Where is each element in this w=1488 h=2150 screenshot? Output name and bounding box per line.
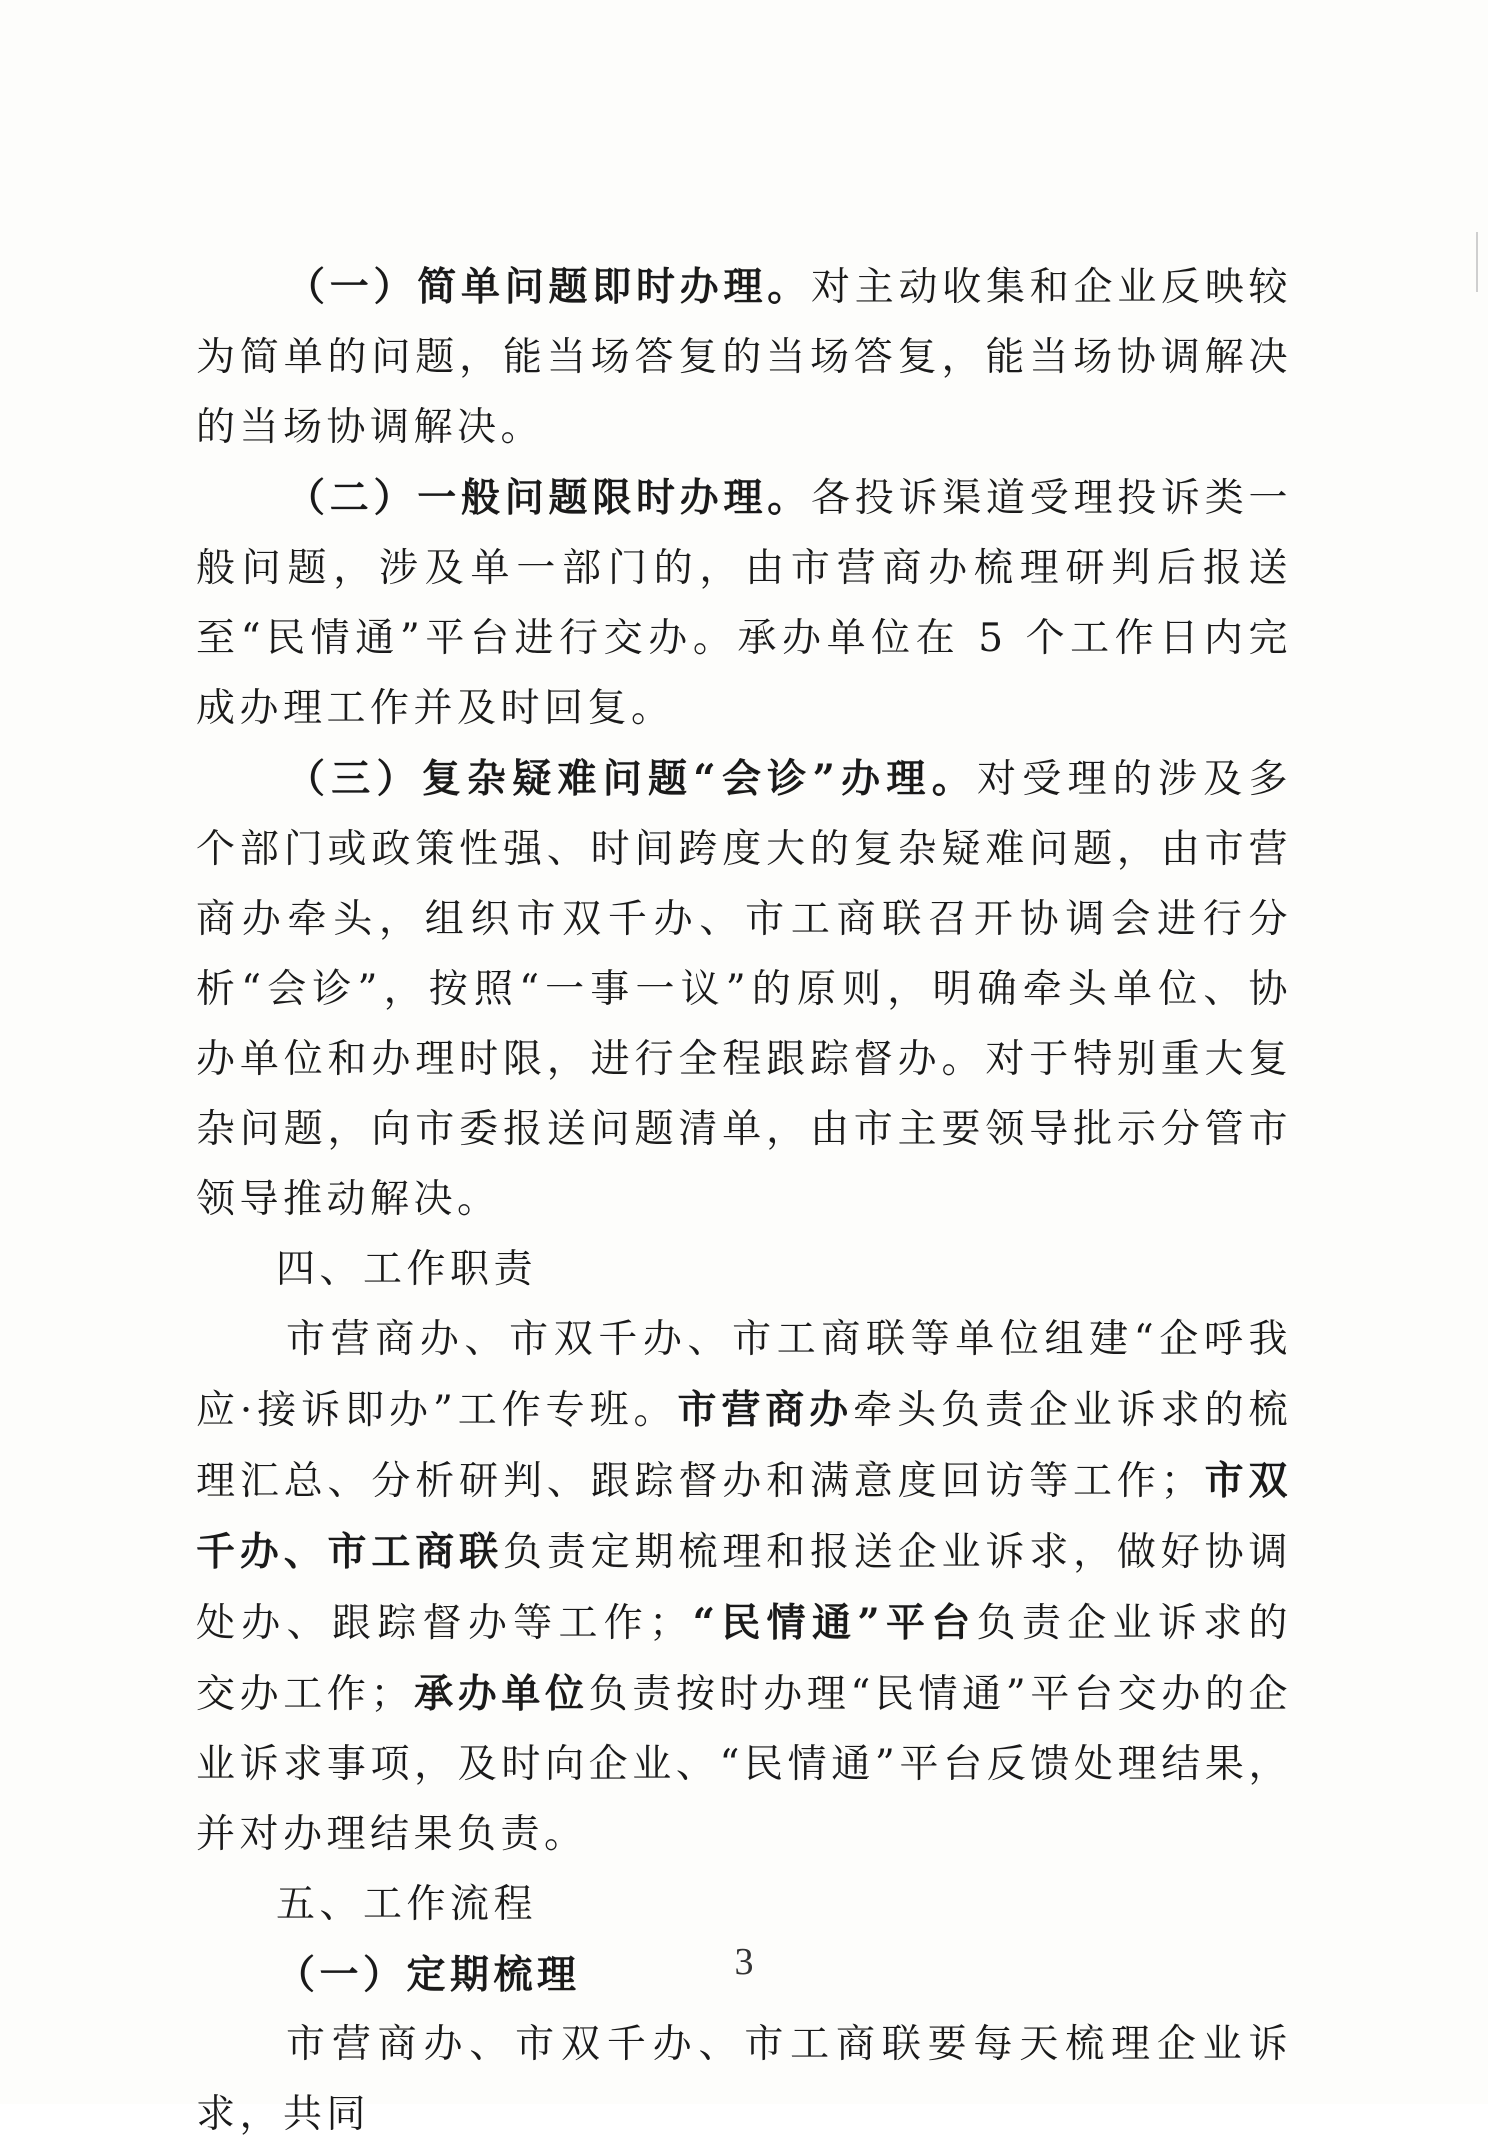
page-number: 3 bbox=[734, 1941, 754, 1983]
paragraph-lead: （二）一般问题限时办理。 bbox=[286, 475, 811, 521]
section-heading-workflow: 五、工作流程 bbox=[276, 1882, 538, 1927]
duties-bold: 市营商办 bbox=[677, 1387, 854, 1433]
paragraph-text: 对主动收集和企业反映较为简单的问题，能当场答复的当场答复，能当场协调解决的当场协调解决。 bbox=[196, 265, 1292, 450]
scan-edge-mark bbox=[1476, 232, 1478, 292]
duties-text: 市营商办、市双千办、市工商联等单位组建“企呼我应·接诉即办”工作专班。 bbox=[196, 1317, 1292, 1433]
duties-bold: 承办单位 bbox=[414, 1671, 589, 1717]
document-body bbox=[196, 252, 1292, 2150]
duties-text: 负责按时办理“民情通”平台交办的企业诉求事项，及时向企业、“民情通”平台反馈处理结果，并对办理结果负责。 bbox=[196, 1672, 1292, 1857]
paragraph-duties bbox=[196, 1305, 1292, 1870]
section-heading-duties: 四、工作职责 bbox=[276, 1247, 538, 1292]
paragraph-regular-review: 市营商办、市双千办、市工商联要每天梳理企业诉求，共同 bbox=[196, 2022, 1292, 2137]
duties-text: 负责定期梳理和报送企业诉求，做好协调处办、跟踪督办等工作； bbox=[196, 1530, 1292, 1646]
paragraph-text: 对受理的涉及多个部门或政策性强、时间跨度大的复杂疑难问题，由市营商办牵头，组织市双千办、市工商联召开协调会进行分析“会诊”，按照“一事一议”的原则，明确牵头单位、协办单位和办理时限，进行全程跟踪督办。对于特别重大复杂问题，向市委报送问题清单，由市主要领导批示分管市领导推动解决。 bbox=[196, 757, 1292, 1222]
duties-text: 负责企业诉求的交办工作； bbox=[196, 1601, 1292, 1717]
sub-heading-regular-review: （一）定期梳理 bbox=[276, 1952, 581, 1998]
paragraph-lead: （三）复杂疑难问题“会诊”办理。 bbox=[286, 756, 977, 802]
paragraph-text: 各投诉渠道受理投诉类一般问题，涉及单一部门的，由市营商办梳理研判后报送至“民情通”平台进行交办。承办单位在 5 个工作日内完成办理工作并及时回复。 bbox=[196, 476, 1292, 731]
paragraph-lead: （一）简单问题即时办理。 bbox=[286, 264, 811, 310]
duties-bold: 市双千办、市工商联 bbox=[196, 1458, 1292, 1575]
duties-text: 牵头负责企业诉求的梳理汇总、分析研判、跟踪督办和满意度回访等工作； bbox=[196, 1388, 1292, 1504]
paragraph-complex-issues bbox=[196, 744, 1292, 1235]
duties-bold: “民情通”平台 bbox=[692, 1600, 977, 1646]
paragraph-general-issues bbox=[196, 463, 1292, 744]
paragraph-simple-issues bbox=[196, 252, 1292, 463]
